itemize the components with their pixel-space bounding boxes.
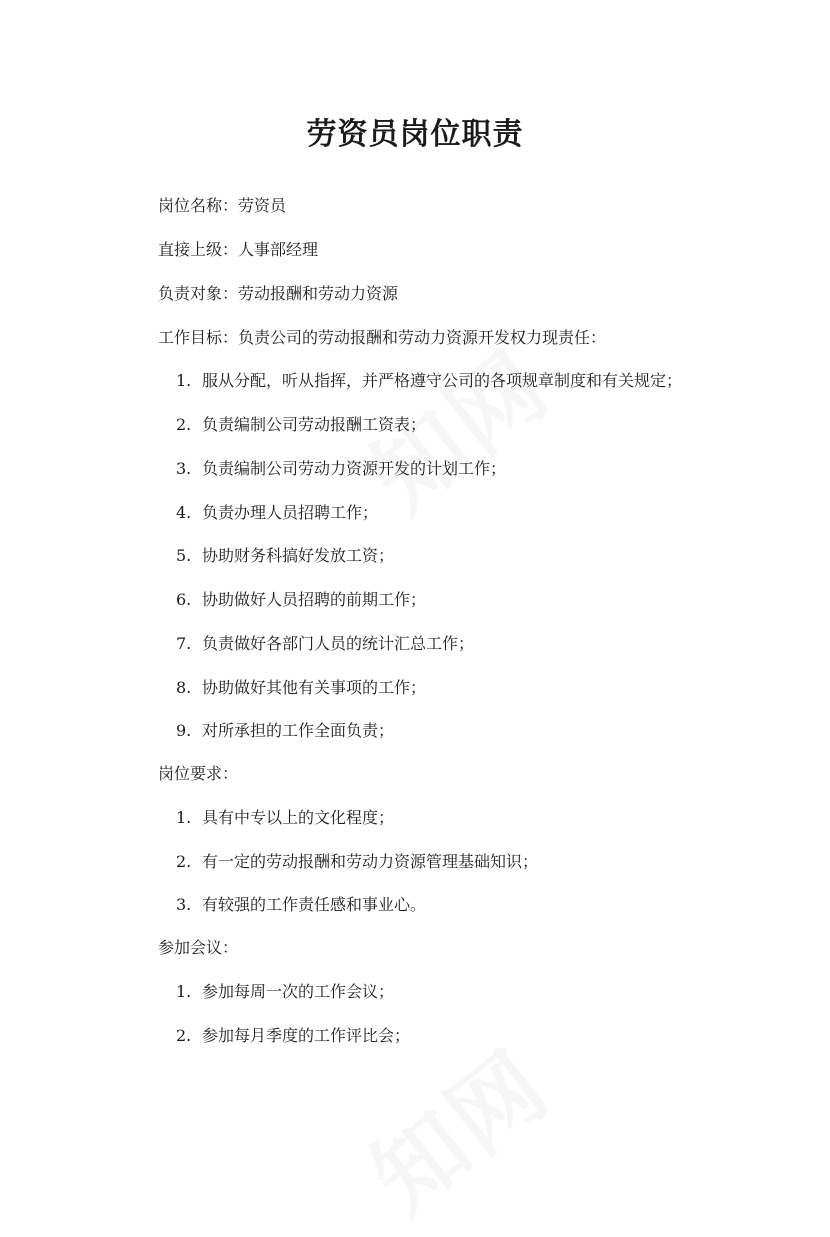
field-work-goal <box>158 327 606 349</box>
field-position-name <box>158 195 286 217</box>
meeting-item <box>176 1025 410 1047</box>
item-number: 6. <box>176 590 192 609</box>
duty-item <box>176 370 682 392</box>
item-text: 负责办理人员招聘工作； <box>202 503 379 522</box>
duty-item <box>176 458 506 480</box>
item-text: 有较强的工作责任感和事业心。 <box>202 895 427 914</box>
field-value: 劳资员 <box>238 196 287 215</box>
item-number: 3. <box>176 459 192 478</box>
field-value: 人事部经理 <box>238 240 319 259</box>
item-text: 有一定的劳动报酬和劳动力资源管理基础知识； <box>202 852 539 871</box>
item-number: 1. <box>176 982 192 1001</box>
field-value: 负责公司的劳动报酬和劳动力资源开发权力现责任： <box>238 328 607 347</box>
field-label: 工作目标： <box>158 328 239 347</box>
item-number: 7. <box>176 634 192 653</box>
watermark <box>340 1015 573 1237</box>
item-text: 负责做好各部门人员的统计汇总工作； <box>202 634 475 653</box>
item-text: 具有中专以上的文化程度； <box>202 808 395 827</box>
item-text: 参加每周一次的工作会议； <box>202 982 395 1001</box>
duty-item <box>176 720 394 742</box>
duty-item <box>176 677 426 699</box>
duty-item <box>176 545 394 567</box>
item-number: 2. <box>176 415 192 434</box>
duty-item <box>176 502 378 524</box>
item-text: 参加每月季度的工作评比会； <box>202 1026 411 1045</box>
item-number: 9. <box>176 721 192 740</box>
requirement-item <box>176 851 538 873</box>
item-text: 负责编制公司劳动报酬工资表； <box>202 415 427 434</box>
item-text: 协助做好其他有关事项的工作； <box>202 678 427 697</box>
meetings-heading: 参加会议： <box>158 938 239 957</box>
item-number: 4. <box>176 503 192 522</box>
field-label: 岗位名称： <box>158 196 239 215</box>
item-number: 5. <box>176 546 192 565</box>
item-text: 服从分配，听从指挥，并严格遵守公司的各项规章制度和有关规定； <box>202 371 683 390</box>
field-responsible-object <box>158 283 398 305</box>
duty-item <box>176 414 426 436</box>
item-number: 1. <box>176 808 192 827</box>
requirement-item <box>176 894 426 916</box>
item-text: 负责编制公司劳动力资源开发的计划工作； <box>202 459 507 478</box>
item-text: 对所承担的工作全面负责； <box>202 721 395 740</box>
duty-item <box>176 633 474 655</box>
requirements-heading: 岗位要求： <box>158 764 239 783</box>
item-number: 3. <box>176 895 192 914</box>
item-text: 协助做好人员招聘的前期工作； <box>202 590 427 609</box>
field-value: 劳动报酬和劳动力资源 <box>238 284 399 303</box>
item-number: 2. <box>176 852 192 871</box>
item-number: 8. <box>176 678 192 697</box>
meeting-item <box>176 981 394 1003</box>
document-title: 劳资员岗位职责 <box>306 117 524 152</box>
requirement-item <box>176 807 394 829</box>
item-text: 协助财务科搞好发放工资； <box>202 546 395 565</box>
field-label: 负责对象： <box>158 284 239 303</box>
item-number: 1. <box>176 371 192 390</box>
field-label: 直接上级： <box>158 240 239 259</box>
duty-item <box>176 589 426 611</box>
item-number: 2. <box>176 1026 192 1045</box>
field-direct-supervisor <box>158 239 318 261</box>
